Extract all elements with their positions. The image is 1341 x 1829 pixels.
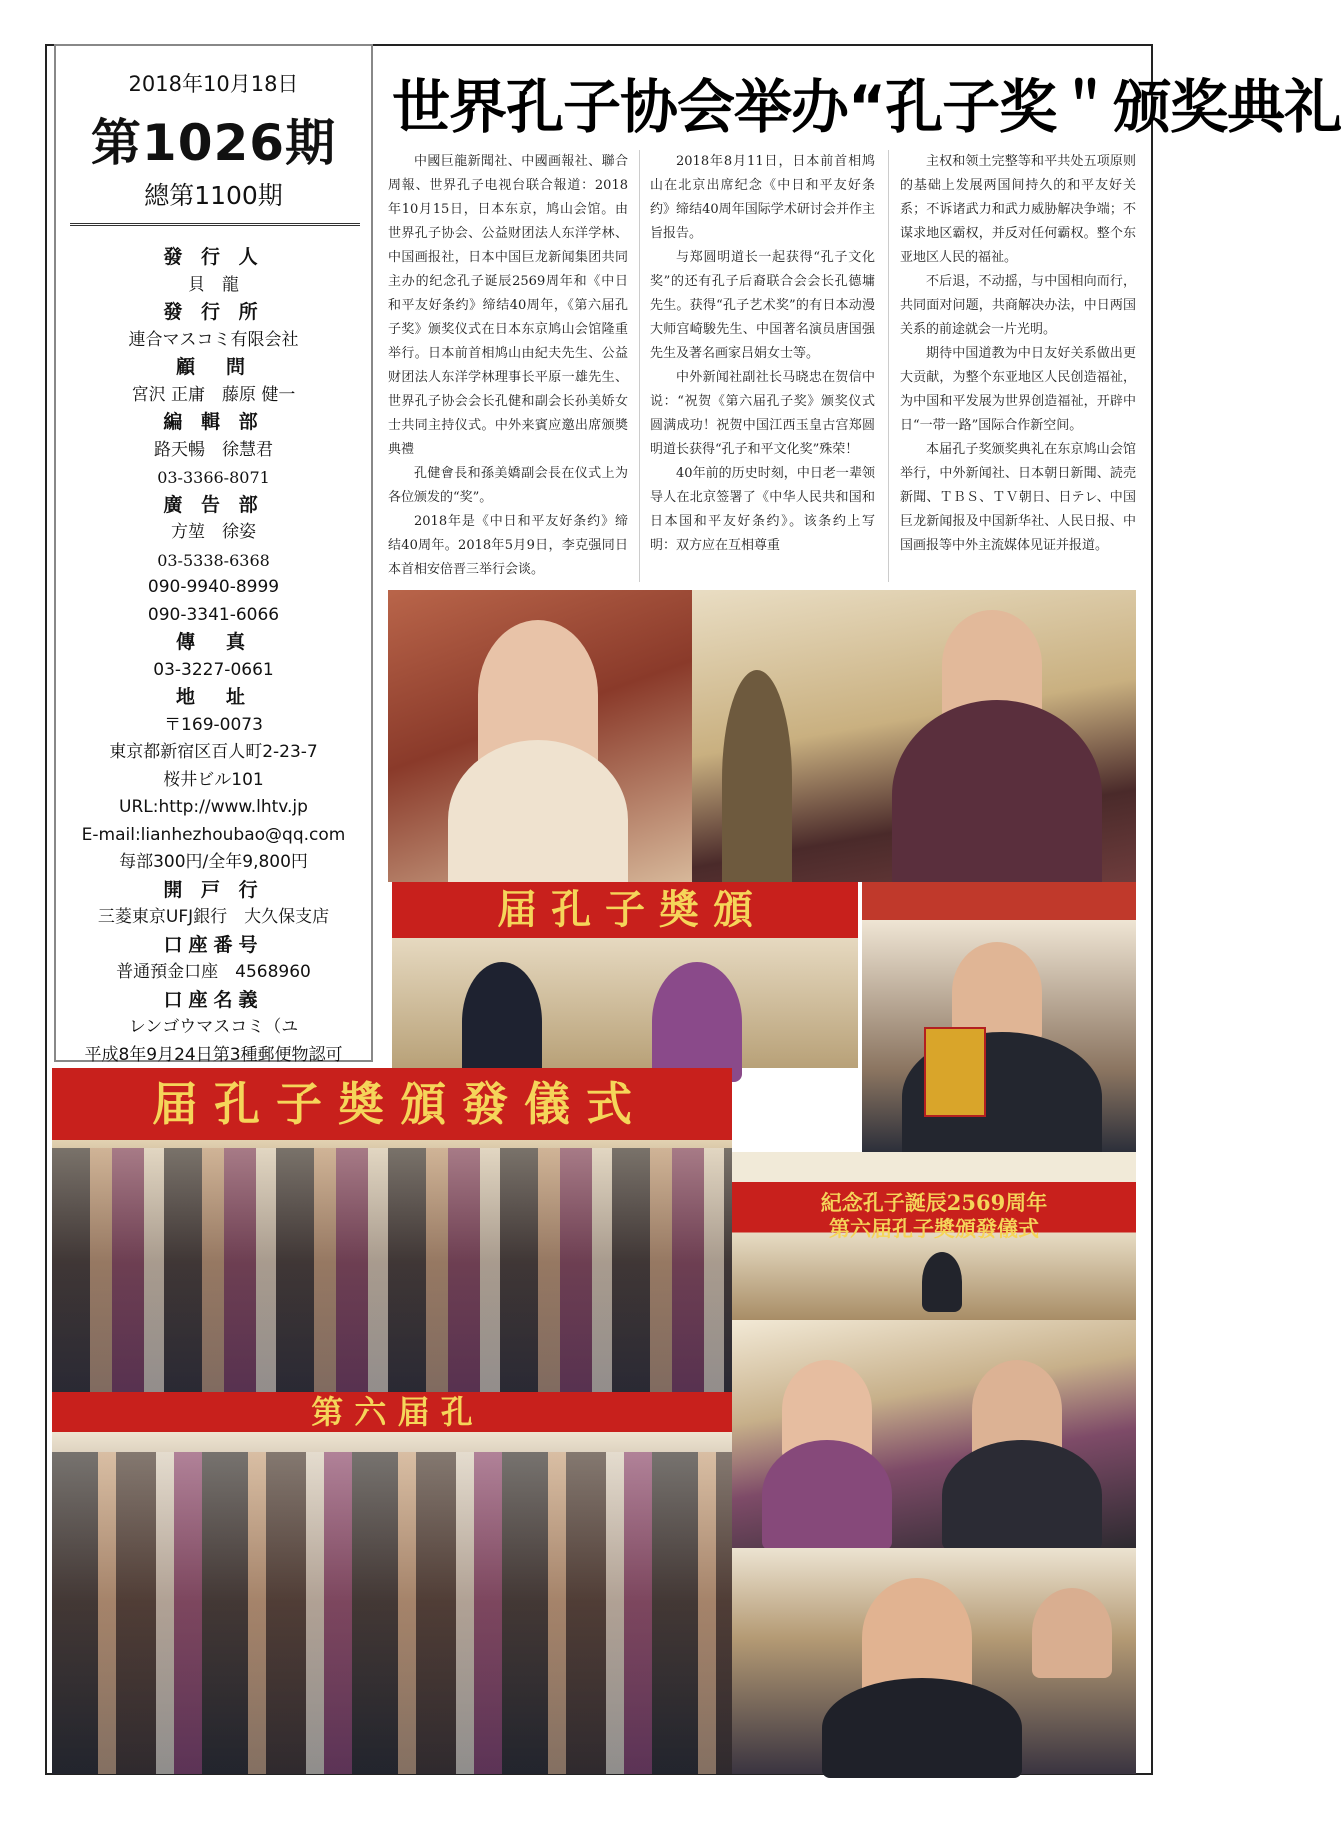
masthead-value: 宮沢 正庸 藤原 健一 [131,384,296,405]
photo-banner-stage [732,1152,1136,1320]
article-paragraph: 不后退，不动摇，与中国相向而行，共同面对问题，共商解决办法，中日两国关系的前途就会一片光明。 [900,274,1136,337]
masthead-value: 連合マスコミ有限会社 [128,329,299,350]
photo-banner: 届 孔 子 奬 頒 [392,882,858,938]
photo-speaker-and-cameraman [732,1320,1136,1548]
column-divider [888,150,889,582]
masthead-heading: 傳 真 [175,631,251,653]
masthead-heading: 發 行 所 [163,301,264,323]
masthead-value: 090-3341-6066 [147,604,280,625]
masthead-heading: 開 戸 行 [163,878,264,901]
article-paragraph: 主权和领土完整等和平共处五项原则的基础上发展两国间持久的和平友好关系；不诉诸武力和武力威胁解决争端；不谋求地区霸权，并反对任何霸权。整个东亚地区人民的福祉。 [900,154,1136,265]
masthead-heading: 顧 問 [175,356,251,378]
photo-group-ceremony-1 [52,1068,732,1392]
article-headline: 世界孔子协会举办“孔子奖＂颁奖典礼 [392,73,1341,141]
masthead-value: 東京都新宿区百人町2-23-7 [109,742,318,762]
photo-audience [732,1548,1136,1774]
publisher-info-list [56,244,371,1069]
article-paragraph: 与郑圆明道长一起获得“孔子文化奖”的还有孔子后裔联合会会长孔德墉先生。获得“孔子艺术奖”的有日本动漫大师宫崎駿先生、中国著名演员唐国强先生及著名画家吕娟女士等。 [650,250,875,361]
masthead-value: 路天暢 徐慧君 [154,439,273,460]
photo-group-ceremony-2 [52,1392,732,1774]
article-paragraph: 2018年是《中日和平友好条约》缔结40周年。2018年5月9日，李克强同日本首相安倍晋三举行会谈。 [388,514,628,577]
article-paragraph: 期待中国道教为中日友好关系做出更大贡献，为整个东亚地区人民创造福祉，为中国和平发展为世界创造福祉，开辟中日“一带一路”国际合作新空间。 [900,346,1136,433]
article-paragraph: 本届孔子奖颁奖典礼在东京鸠山会馆举行，中外新闻社、日本朝日新聞、読売新聞、ＴＢＳ、ＴＶ朝日、日テレ、中国巨龙新闻报及中国新华社、人民日报、中国画报等中外主流媒体见证并报道。 [900,442,1136,553]
masthead-value: 03-3227-0661 [153,659,274,680]
masthead-heading: 發 行 人 [163,246,264,268]
photo-woman-speaking [388,590,692,882]
total-issue-number: 總第1100期 [144,181,283,210]
issue-date: 2018年10月18日 [128,72,299,96]
photo-banner: 紀念孔子誕辰2569周年 [820,1190,1048,1215]
masthead-value: 090-9940-8999 [147,577,280,597]
masthead-value: 平成8年9月24日第3種郵便物認可 [84,1044,343,1065]
photo-award-handover [392,882,858,1068]
masthead-value: 桜井ビル101 [163,769,264,790]
masthead-heading: 口座番号 [163,933,264,956]
article-column-2 [650,150,875,582]
masthead-box [54,44,373,1065]
masthead-value: 03-5338-6368 [157,550,270,570]
photo-banner: 届 孔 子 奬 頒 發 儀 式 [52,1068,732,1140]
masthead-value: 方堃 徐姿 [171,522,256,542]
photo-banner: 第六届孔子奬頒發儀式 [829,1216,1039,1241]
masthead-heading: 口座名義 [163,988,264,1011]
masthead-value: 〒169-0073 [164,714,263,735]
column-divider [639,150,640,582]
photo-man-holding-book [862,882,1136,1152]
masthead-value: 貝 龍 [188,274,239,295]
article-paragraph: 2018年8月11日，日本前首相鸠山在北京出席纪念《中日和平友好条约》缔结40周年国际学术研讨会并作主旨报告。 [650,154,875,241]
article-paragraph: 中國巨龍新聞社、中國画報社、聯合周報、世界孔子电视台联合報道：2018年10月15日，日本东京，鸠山会馆。由世界孔子协会、公益财团法人东洋学林、中国画报社，日本中国巨龙新闻集团共同主办的纪念孔子诞辰2569周年和《中日和平友好条约》缔结40周年，《第六届孔子奖》颁奖仪式在日本东京鸠山会馆隆重举行。日本前首相鸠山由紀夫先生、公益财团法人东洋学林理事长平原一雄先生、世界孔子协会会长孔健和副会长孙美娇女士共同主持仪式。中外来賓应邀出席颁奬典禮 [388,154,628,457]
article-column-1 [388,150,628,582]
masthead-heading: 地 址 [175,686,251,708]
masthead-value: 每部300円/全年9,800円 [119,852,308,872]
masthead-value: レンゴウマスコミ（ユ [128,1017,299,1037]
article-paragraph: 孔健會長和孫美嬌副会長在仪式上为各位颁发的“奖”。 [388,466,628,505]
masthead-heading: 編 輯 部 [163,411,264,433]
masthead-value: URL:http://www.lhtv.jp [119,797,308,817]
article-body [388,150,1136,582]
masthead-value: 三菱東京UFJ銀行 大久保支店 [97,907,330,927]
masthead-value: E-mail:lianhezhoubao@qq.com [81,824,346,845]
photo-man-with-confucius-statue [692,590,1136,882]
article-paragraph: 40年前的历史时刻，中日老一辈领导人在北京签署了《中华人民共和国和日本国和平友好条约》。该条约上写明：双方应在互相尊重 [650,466,875,553]
masthead-heading: 廣 告 部 [163,493,264,516]
masthead-value: 03-3366-8071 [157,468,270,487]
masthead-divider [70,223,360,226]
masthead-value: 普通預金口座 4568960 [116,962,311,982]
photo-banner: 第 六 届 孔 [52,1392,732,1432]
issue-number: 第1026期 [90,114,337,172]
article-paragraph: 中外新闻社副社长马晓忠在贺信中说：“祝贺《第六届孔子奖》颁奖仪式圆满成功！祝贺中国江西玉皇古宫郑圆明道长获得“孔子和平文化奖”殊荣！ [650,370,875,457]
article-column-3 [900,150,1136,582]
